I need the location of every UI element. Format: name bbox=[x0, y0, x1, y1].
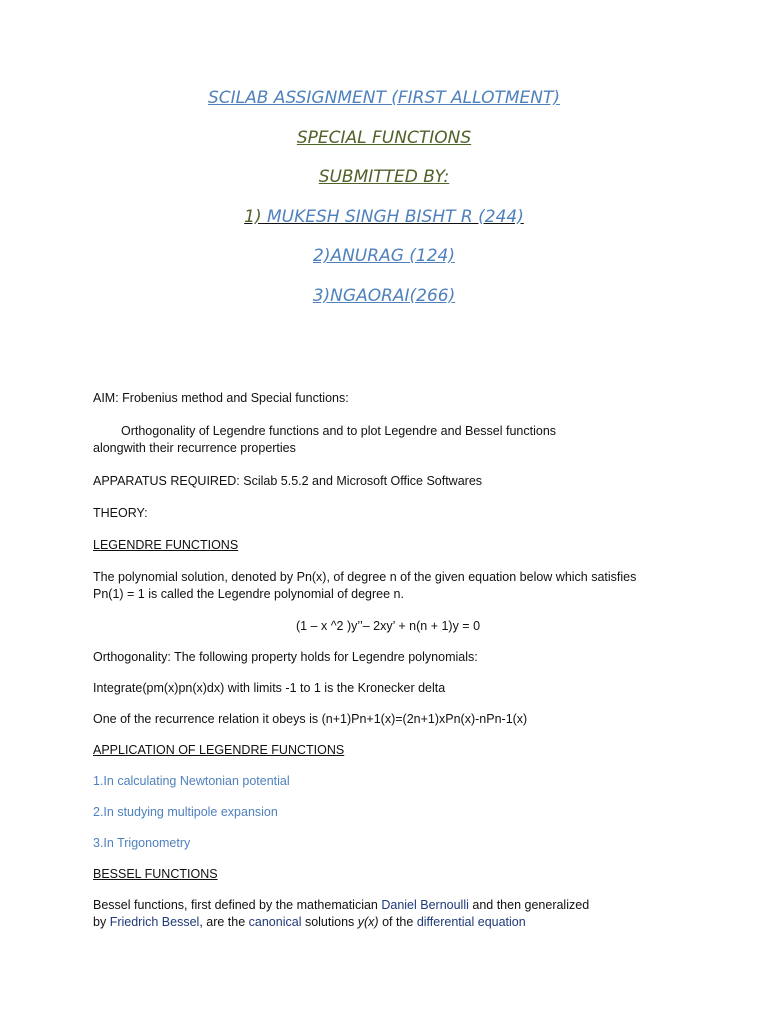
recurrence-text: One of the recurrence relation it obeys is (n+1)Pn+1(x)=(2n+1)xPn(x)-nPn-1(x) bbox=[93, 712, 528, 726]
bessel-text: Bessel functions, first defined by the mathematician bbox=[93, 898, 382, 912]
assignment-title: SCILAB ASSIGNMENT (FIRST ALLOTMENT) bbox=[207, 88, 561, 108]
integrate-text: Integrate(pm(x)pn(x)dx) with limits -1 to 1 is the Kronecker delta bbox=[93, 681, 446, 695]
applications-heading: APPLICATION OF LEGENDRE FUNCTIONS bbox=[93, 743, 345, 757]
bessel-text: , are the bbox=[199, 915, 249, 929]
aim-heading: AIM: Frobenius method and Special functions: bbox=[93, 391, 349, 405]
topic-title: SPECIAL FUNCTIONS bbox=[296, 127, 472, 148]
legendre-equation: (1 – x ^2 )y’’– 2xy’ + n(n + 1)y = 0 bbox=[295, 619, 481, 633]
bessel-text: solutions bbox=[301, 915, 358, 929]
bessel-text: of the bbox=[378, 915, 417, 929]
application-item: 2.In studying multipole expansion bbox=[93, 805, 278, 819]
bessel-line-2 bbox=[93, 914, 683, 931]
y-of-x: y(x) bbox=[357, 915, 379, 929]
title-block bbox=[0, 88, 768, 325]
aim-line-1: Orthogonality of Legendre functions and to plot Legendre and Bessel functions bbox=[121, 424, 557, 438]
application-item: 1.In calculating Newtonian potential bbox=[93, 774, 290, 788]
member-1-name: MUKESH SINGH BISHT R (244) bbox=[261, 206, 524, 227]
application-item: 3.In Trigonometry bbox=[93, 836, 191, 850]
member-1-number: 1) bbox=[244, 206, 262, 227]
theory-heading: THEORY: bbox=[93, 506, 148, 520]
friedrich-bessel-link[interactable]: Friedrich Bessel bbox=[109, 915, 200, 929]
bessel-heading: BESSEL FUNCTIONS bbox=[93, 867, 218, 881]
member-1 bbox=[0, 207, 768, 227]
daniel-bernoulli-link[interactable]: Daniel Bernoulli bbox=[381, 898, 469, 912]
canonical-link[interactable]: canonical bbox=[248, 915, 302, 929]
bessel-line-1 bbox=[93, 897, 683, 914]
document-body bbox=[93, 390, 683, 931]
apparatus-required: APPARATUS REQUIRED: Scilab 5.5.2 and Microsoft Office Softwares bbox=[93, 474, 483, 488]
bessel-text: by bbox=[93, 915, 110, 929]
differential-equation-link[interactable]: differential equation bbox=[416, 915, 526, 929]
legendre-desc-line-2: Pn(1) = 1 is called the Legendre polynomial of degree n. bbox=[93, 587, 404, 601]
bessel-text: and then generalized bbox=[468, 898, 590, 912]
legendre-heading: LEGENDRE FUNCTIONS bbox=[93, 538, 239, 552]
member-3: 3)NGAORAI(266) bbox=[312, 285, 456, 306]
submitted-by-heading: SUBMITTED BY: bbox=[318, 167, 450, 187]
member-2: 2)ANURAG (124) bbox=[313, 246, 455, 266]
legendre-desc-line-1: The polynomial solution, denoted by Pn(x), of degree n of the given equation below which satisfies bbox=[93, 570, 637, 584]
orthogonality-text: Orthogonality: The following property holds for Legendre polynomials: bbox=[93, 650, 478, 664]
aim-line-2: alongwith their recurrence properties bbox=[93, 441, 296, 455]
